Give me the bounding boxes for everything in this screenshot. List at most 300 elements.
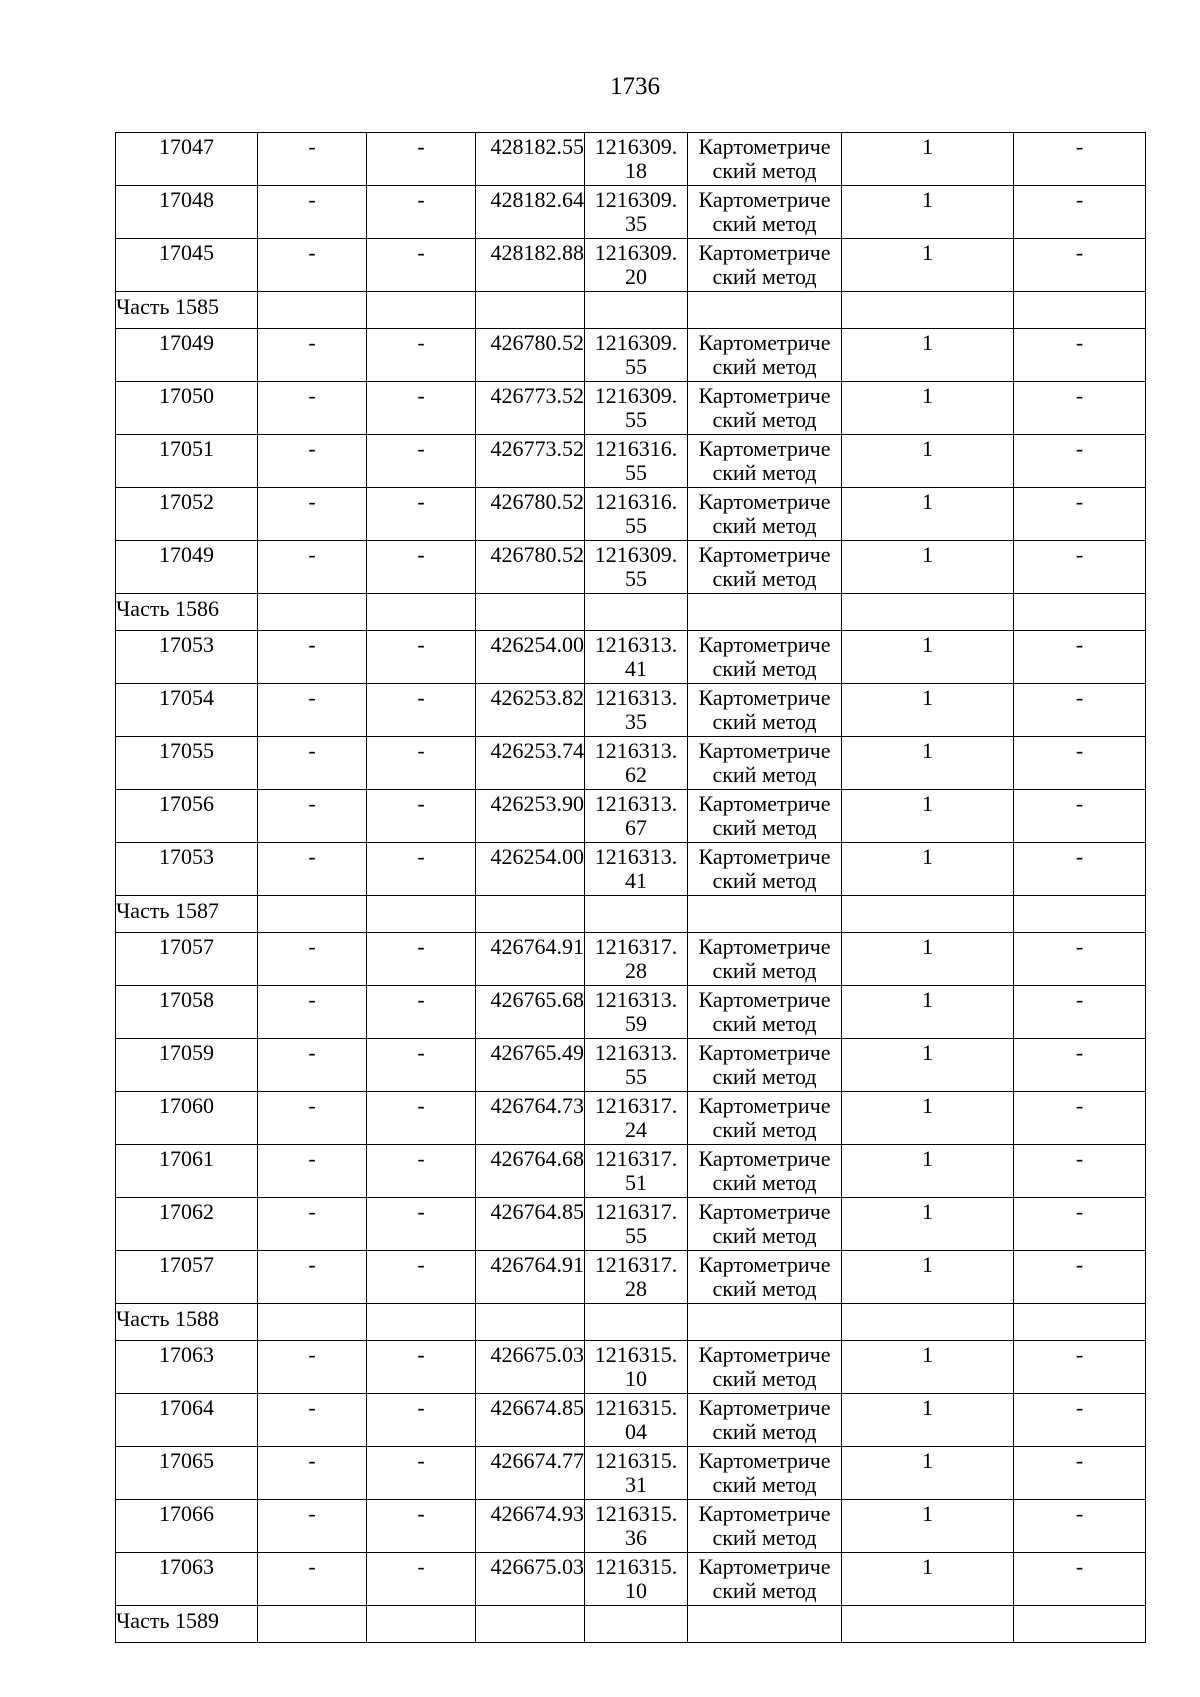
x-coordinate: 426254.00 [476, 843, 585, 896]
point-number: 17053 [116, 843, 258, 896]
empty-cell [842, 1606, 1014, 1643]
point-number: 17048 [116, 186, 258, 239]
empty-cell [476, 1606, 585, 1643]
dash-cell: - [258, 1500, 367, 1553]
method-line1: Картометриче [698, 1199, 831, 1224]
y-coordinate-line1: 1216313. [594, 987, 678, 1012]
table-row [116, 133, 1146, 186]
method-cell [688, 329, 842, 382]
dash-cell: - [367, 239, 476, 292]
dash-cell: - [367, 1198, 476, 1251]
y-coordinate-line2: 67 [625, 815, 647, 840]
dash-cell: - [367, 986, 476, 1039]
y-coordinate [585, 684, 688, 737]
empty-cell [1014, 1606, 1146, 1643]
y-coordinate-line2: 55 [625, 460, 647, 485]
point-number: 17045 [116, 239, 258, 292]
y-coordinate-line2: 41 [625, 656, 647, 681]
dash-cell: - [1014, 133, 1146, 186]
point-number: 17061 [116, 1145, 258, 1198]
y-coordinate-line1: 1216317. [594, 1199, 678, 1224]
method-line1: Картометриче [698, 934, 831, 959]
point-number: 17062 [116, 1198, 258, 1251]
dash-cell: - [1014, 1447, 1146, 1500]
method-line2: ский метод [712, 211, 817, 236]
table-row [116, 382, 1146, 435]
y-coordinate-line1: 1216309. [594, 330, 678, 355]
y-coordinate [585, 631, 688, 684]
point-number: 17054 [116, 684, 258, 737]
y-coordinate-line2: 04 [625, 1419, 647, 1444]
dash-cell: - [1014, 631, 1146, 684]
accuracy-value: 1 [842, 737, 1014, 790]
method-line1: Картометриче [698, 383, 831, 408]
empty-cell [688, 1304, 842, 1341]
empty-cell [688, 292, 842, 329]
dash-cell: - [1014, 684, 1146, 737]
method-cell [688, 1341, 842, 1394]
method-cell [688, 1553, 842, 1606]
table-row [116, 1447, 1146, 1500]
dash-cell: - [258, 239, 367, 292]
method-line2: ский метод [712, 762, 817, 787]
table-row [116, 488, 1146, 541]
empty-cell [1014, 896, 1146, 933]
x-coordinate: 426773.52 [476, 435, 585, 488]
dash-cell: - [258, 843, 367, 896]
empty-cell [1014, 1304, 1146, 1341]
accuracy-value: 1 [842, 790, 1014, 843]
table-row [116, 1092, 1146, 1145]
method-line1: Картометриче [698, 844, 831, 869]
x-coordinate: 426764.73 [476, 1092, 585, 1145]
method-line1: Картометриче [698, 1342, 831, 1367]
y-coordinate-line1: 1216317. [594, 934, 678, 959]
y-coordinate-line2: 55 [625, 513, 647, 538]
dash-cell: - [367, 1039, 476, 1092]
y-coordinate-line2: 55 [625, 566, 647, 591]
dash-cell: - [1014, 1251, 1146, 1304]
dash-cell: - [258, 435, 367, 488]
accuracy-value: 1 [842, 186, 1014, 239]
method-cell [688, 435, 842, 488]
point-number: 17049 [116, 541, 258, 594]
y-coordinate-line1: 1216317. [594, 1252, 678, 1277]
dash-cell: - [1014, 1039, 1146, 1092]
y-coordinate [585, 1092, 688, 1145]
y-coordinate-line1: 1216313. [594, 632, 678, 657]
method-line1: Картометриче [698, 632, 831, 657]
method-line1: Картометриче [698, 791, 831, 816]
empty-cell [688, 594, 842, 631]
dash-cell: - [1014, 488, 1146, 541]
dash-cell: - [258, 1394, 367, 1447]
empty-cell [367, 896, 476, 933]
x-coordinate: 426780.52 [476, 488, 585, 541]
x-coordinate: 426773.52 [476, 382, 585, 435]
part-label: Часть 1586 [116, 594, 258, 631]
dash-cell: - [1014, 382, 1146, 435]
x-coordinate: 428182.88 [476, 239, 585, 292]
point-number: 17059 [116, 1039, 258, 1092]
dash-cell: - [367, 737, 476, 790]
y-coordinate-line2: 51 [625, 1170, 647, 1195]
part-label: Часть 1585 [116, 292, 258, 329]
table-row [116, 1553, 1146, 1606]
y-coordinate [585, 1394, 688, 1447]
y-coordinate-line2: 10 [625, 1366, 647, 1391]
y-coordinate-line2: 18 [625, 158, 647, 183]
dash-cell: - [258, 1553, 367, 1606]
method-cell [688, 986, 842, 1039]
y-coordinate-line2: 28 [625, 1276, 647, 1301]
empty-cell [585, 1606, 688, 1643]
method-line1: Картометриче [698, 1395, 831, 1420]
empty-cell [367, 292, 476, 329]
dash-cell: - [367, 843, 476, 896]
accuracy-value: 1 [842, 684, 1014, 737]
point-number: 17053 [116, 631, 258, 684]
accuracy-value: 1 [842, 1553, 1014, 1606]
x-coordinate: 426764.85 [476, 1198, 585, 1251]
method-line2: ский метод [712, 1525, 817, 1550]
dash-cell: - [367, 435, 476, 488]
accuracy-value: 1 [842, 488, 1014, 541]
y-coordinate-line1: 1216315. [594, 1395, 678, 1420]
dash-cell: - [1014, 790, 1146, 843]
dash-cell: - [367, 1447, 476, 1500]
empty-cell [476, 594, 585, 631]
y-coordinate [585, 435, 688, 488]
x-coordinate: 428182.64 [476, 186, 585, 239]
y-coordinate [585, 1447, 688, 1500]
y-coordinate-line1: 1216315. [594, 1342, 678, 1367]
y-coordinate-line1: 1216309. [594, 187, 678, 212]
y-coordinate [585, 186, 688, 239]
table-row [116, 435, 1146, 488]
accuracy-value: 1 [842, 1198, 1014, 1251]
accuracy-value: 1 [842, 631, 1014, 684]
y-coordinate-line2: 24 [625, 1117, 647, 1142]
method-line2: ский метод [712, 1419, 817, 1444]
dash-cell: - [258, 133, 367, 186]
empty-cell [1014, 594, 1146, 631]
x-coordinate: 426253.74 [476, 737, 585, 790]
method-cell [688, 488, 842, 541]
method-cell [688, 790, 842, 843]
dash-cell: - [367, 631, 476, 684]
y-coordinate-line1: 1216309. [594, 542, 678, 567]
y-coordinate-line1: 1216313. [594, 844, 678, 869]
method-line2: ский метод [712, 1578, 817, 1603]
x-coordinate: 426764.68 [476, 1145, 585, 1198]
method-line2: ский метод [712, 1276, 817, 1301]
part-header-row [116, 594, 1146, 631]
y-coordinate-line1: 1216315. [594, 1448, 678, 1473]
method-line1: Картометриче [698, 1093, 831, 1118]
dash-cell: - [367, 1145, 476, 1198]
method-cell [688, 684, 842, 737]
dash-cell: - [258, 631, 367, 684]
method-cell [688, 133, 842, 186]
y-coordinate-line2: 36 [625, 1525, 647, 1550]
accuracy-value: 1 [842, 133, 1014, 186]
table-row [116, 541, 1146, 594]
part-label: Часть 1587 [116, 896, 258, 933]
dash-cell: - [258, 1447, 367, 1500]
empty-cell [688, 1606, 842, 1643]
accuracy-value: 1 [842, 843, 1014, 896]
y-coordinate [585, 133, 688, 186]
dash-cell: - [367, 1341, 476, 1394]
dash-cell: - [1014, 933, 1146, 986]
method-cell [688, 239, 842, 292]
method-line1: Картометриче [698, 489, 831, 514]
method-line2: ский метод [712, 460, 817, 485]
empty-cell [842, 594, 1014, 631]
method-line2: ский метод [712, 1064, 817, 1089]
y-coordinate [585, 541, 688, 594]
point-number: 17065 [116, 1447, 258, 1500]
empty-cell [476, 292, 585, 329]
table-row [116, 790, 1146, 843]
method-line2: ский метод [712, 1011, 817, 1036]
dash-cell: - [258, 1251, 367, 1304]
empty-cell [476, 896, 585, 933]
table-row [116, 1251, 1146, 1304]
accuracy-value: 1 [842, 1251, 1014, 1304]
y-coordinate [585, 1145, 688, 1198]
y-coordinate [585, 1553, 688, 1606]
dash-cell: - [258, 1092, 367, 1145]
dash-cell: - [1014, 435, 1146, 488]
dash-cell: - [1014, 1394, 1146, 1447]
coordinates-table [115, 132, 1146, 1643]
y-coordinate [585, 1198, 688, 1251]
method-line2: ский метод [712, 1366, 817, 1391]
dash-cell: - [1014, 1145, 1146, 1198]
method-line1: Картометриче [698, 1252, 831, 1277]
method-line2: ский метод [712, 513, 817, 538]
y-coordinate-line1: 1216316. [594, 436, 678, 461]
dash-cell: - [1014, 1500, 1146, 1553]
dash-cell: - [258, 186, 367, 239]
y-coordinate [585, 239, 688, 292]
method-line1: Картометриче [698, 738, 831, 763]
dash-cell: - [1014, 737, 1146, 790]
dash-cell: - [367, 186, 476, 239]
empty-cell [842, 292, 1014, 329]
point-number: 17066 [116, 1500, 258, 1553]
method-line1: Картометриче [698, 187, 831, 212]
point-number: 17060 [116, 1092, 258, 1145]
x-coordinate: 426674.77 [476, 1447, 585, 1500]
point-number: 17052 [116, 488, 258, 541]
method-cell [688, 186, 842, 239]
accuracy-value: 1 [842, 239, 1014, 292]
method-cell [688, 933, 842, 986]
method-line1: Картометриче [698, 1146, 831, 1171]
method-line2: ский метод [712, 868, 817, 893]
y-coordinate-line2: 62 [625, 762, 647, 787]
y-coordinate [585, 737, 688, 790]
y-coordinate-line2: 55 [625, 354, 647, 379]
table-row [116, 1394, 1146, 1447]
table-row [116, 1039, 1146, 1092]
dash-cell: - [258, 488, 367, 541]
accuracy-value: 1 [842, 541, 1014, 594]
dash-cell: - [258, 790, 367, 843]
method-line2: ский метод [712, 354, 817, 379]
table-row [116, 1341, 1146, 1394]
part-header-row [116, 292, 1146, 329]
point-number: 17055 [116, 737, 258, 790]
y-coordinate-line2: 35 [625, 211, 647, 236]
dash-cell: - [367, 684, 476, 737]
dash-cell: - [258, 933, 367, 986]
dash-cell: - [367, 1092, 476, 1145]
accuracy-value: 1 [842, 1341, 1014, 1394]
method-line1: Картометриче [698, 436, 831, 461]
dash-cell: - [1014, 329, 1146, 382]
method-line2: ский метод [712, 566, 817, 591]
method-cell [688, 1145, 842, 1198]
empty-cell [258, 594, 367, 631]
method-line1: Картометриче [698, 1448, 831, 1473]
method-line1: Картометриче [698, 1040, 831, 1065]
x-coordinate: 426253.82 [476, 684, 585, 737]
table-row [116, 329, 1146, 382]
method-line1: Картометриче [698, 1501, 831, 1526]
accuracy-value: 1 [842, 1039, 1014, 1092]
method-line1: Картометриче [698, 134, 831, 159]
x-coordinate: 426780.52 [476, 329, 585, 382]
dash-cell: - [258, 541, 367, 594]
x-coordinate: 428182.55 [476, 133, 585, 186]
method-cell [688, 843, 842, 896]
point-number: 17057 [116, 933, 258, 986]
dash-cell: - [258, 329, 367, 382]
dash-cell: - [367, 1500, 476, 1553]
table-row [116, 631, 1146, 684]
point-number: 17063 [116, 1341, 258, 1394]
dash-cell: - [1014, 843, 1146, 896]
method-cell [688, 1500, 842, 1553]
method-line1: Картометриче [698, 1554, 831, 1579]
table-body [116, 133, 1146, 1643]
y-coordinate-line2: 55 [625, 407, 647, 432]
accuracy-value: 1 [842, 1500, 1014, 1553]
method-cell [688, 737, 842, 790]
point-number: 17064 [116, 1394, 258, 1447]
empty-cell [1014, 292, 1146, 329]
x-coordinate: 426253.90 [476, 790, 585, 843]
table-row [116, 1145, 1146, 1198]
method-cell [688, 1394, 842, 1447]
table-row [116, 1500, 1146, 1553]
y-coordinate-line2: 41 [625, 868, 647, 893]
y-coordinate-line2: 59 [625, 1011, 647, 1036]
method-line1: Картометриче [698, 542, 831, 567]
method-line1: Картометриче [698, 240, 831, 265]
point-number: 17047 [116, 133, 258, 186]
method-cell [688, 1447, 842, 1500]
y-coordinate-line2: 10 [625, 1578, 647, 1603]
y-coordinate-line1: 1216315. [594, 1501, 678, 1526]
y-coordinate-line1: 1216313. [594, 685, 678, 710]
y-coordinate [585, 790, 688, 843]
dash-cell: - [367, 1394, 476, 1447]
table-row [116, 933, 1146, 986]
dash-cell: - [367, 933, 476, 986]
dash-cell: - [367, 133, 476, 186]
dash-cell: - [258, 382, 367, 435]
table-row [116, 737, 1146, 790]
accuracy-value: 1 [842, 329, 1014, 382]
x-coordinate: 426765.68 [476, 986, 585, 1039]
x-coordinate: 426675.03 [476, 1553, 585, 1606]
y-coordinate-line2: 31 [625, 1472, 647, 1497]
empty-cell [476, 1304, 585, 1341]
table-row [116, 186, 1146, 239]
y-coordinate-line1: 1216317. [594, 1093, 678, 1118]
page-number: 1736 [610, 73, 660, 100]
x-coordinate: 426254.00 [476, 631, 585, 684]
dash-cell: - [1014, 1198, 1146, 1251]
dash-cell: - [367, 1251, 476, 1304]
dash-cell: - [258, 1039, 367, 1092]
y-coordinate [585, 329, 688, 382]
table-row [116, 843, 1146, 896]
empty-cell [585, 292, 688, 329]
method-line2: ский метод [712, 958, 817, 983]
x-coordinate: 426675.03 [476, 1341, 585, 1394]
dash-cell: - [367, 488, 476, 541]
y-coordinate-line1: 1216309. [594, 134, 678, 159]
empty-cell [585, 896, 688, 933]
method-line2: ский метод [712, 158, 817, 183]
empty-cell [258, 1304, 367, 1341]
x-coordinate: 426674.93 [476, 1500, 585, 1553]
dash-cell: - [1014, 1341, 1146, 1394]
y-coordinate-line2: 55 [625, 1064, 647, 1089]
method-line1: Картометриче [698, 685, 831, 710]
empty-cell [258, 1606, 367, 1643]
method-cell [688, 1039, 842, 1092]
method-cell [688, 1092, 842, 1145]
accuracy-value: 1 [842, 382, 1014, 435]
y-coordinate [585, 986, 688, 1039]
accuracy-value: 1 [842, 1447, 1014, 1500]
dash-cell: - [367, 790, 476, 843]
method-cell [688, 1198, 842, 1251]
y-coordinate [585, 488, 688, 541]
empty-cell [842, 896, 1014, 933]
y-coordinate [585, 1039, 688, 1092]
dash-cell: - [367, 1553, 476, 1606]
y-coordinate-line1: 1216315. [594, 1554, 678, 1579]
y-coordinate [585, 1500, 688, 1553]
x-coordinate: 426780.52 [476, 541, 585, 594]
table-row [116, 239, 1146, 292]
y-coordinate-line1: 1216313. [594, 738, 678, 763]
dash-cell: - [258, 1198, 367, 1251]
dash-cell: - [1014, 1553, 1146, 1606]
empty-cell [258, 896, 367, 933]
method-line1: Картометриче [698, 987, 831, 1012]
table-row [116, 986, 1146, 1039]
method-line1: Картометриче [698, 330, 831, 355]
